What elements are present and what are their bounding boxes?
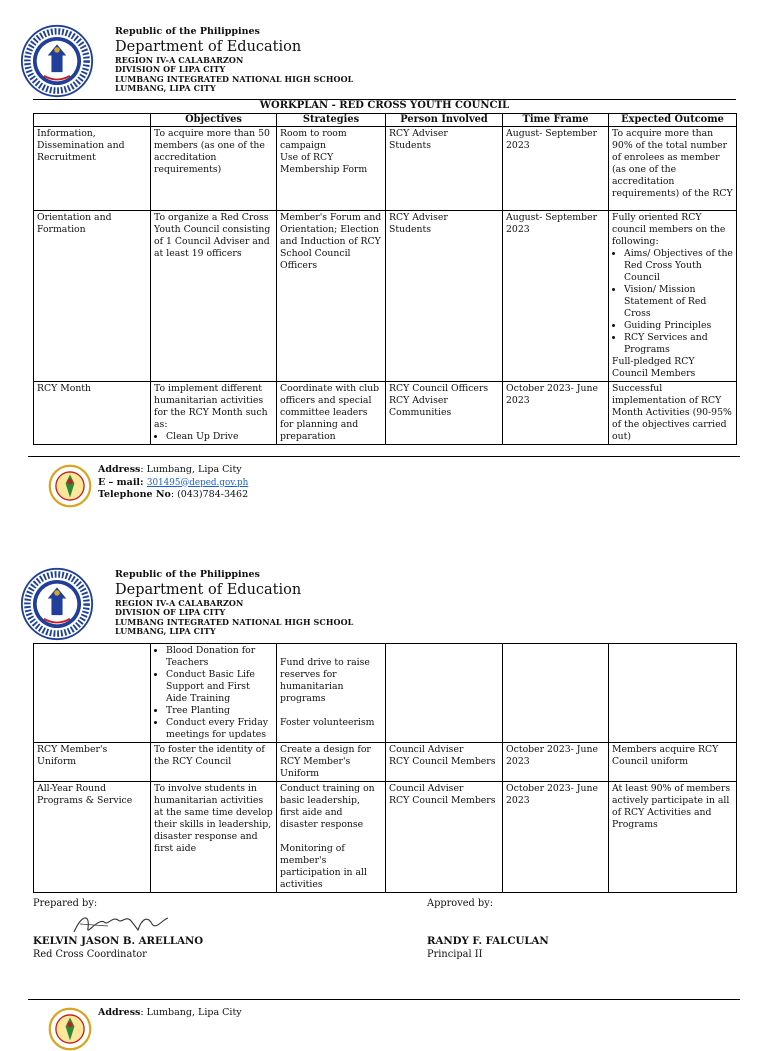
- objectives-list: [154, 431, 273, 443]
- persons-cell: Council Adviser RCY Council Members: [386, 782, 503, 893]
- list-item: • Aims/ Objectives of the Red Cross Youth Council: [624, 248, 733, 284]
- footer-contact: [98, 1007, 242, 1020]
- objectives-cell: To organize a Red Cross Youth Council consisting of 1 Council Adviser and at least 19 officers: [151, 211, 277, 382]
- letterhead: [115, 570, 353, 637]
- approved-by-title: Principal II: [427, 949, 483, 960]
- list-item: • Conduct Basic Life Support and First Aide Training: [166, 669, 273, 705]
- workplan-title: WORKPLAN - RED CROSS YOUTH COUNCIL: [259, 100, 510, 111]
- strategies-cell: Create a design for RCY Member's Uniform: [277, 743, 386, 782]
- objectives-cell: To foster the identity of the RCY Council: [151, 743, 277, 782]
- deped-seal-icon: [20, 24, 94, 98]
- column-header: Strategies: [277, 114, 386, 127]
- phone-label: Telephone No: [98, 489, 171, 500]
- activity-cell: RCY Month: [34, 382, 151, 445]
- outcome-cell: Successful implementation of RCY Month Activities (90-95% of the objectives carried out): [609, 382, 737, 445]
- strategies-cell: Fund drive to raise reserves for humanitarian programs Foster volunteerism: [277, 644, 386, 743]
- school-address-text: LUMBANG, LIPA CITY: [115, 626, 216, 637]
- objectives-cell: [151, 644, 277, 743]
- list-item: • Tree Planting: [166, 705, 273, 717]
- school-logo-icon: [48, 464, 92, 508]
- objectives-cell: To involve students in humanitarian activities at the same time develop their skills in leadership, disaster response and first aide: [151, 782, 277, 893]
- activity-cell: [34, 644, 151, 743]
- timeframe-cell: August- September 2023: [503, 211, 609, 382]
- address-label: Address: [98, 1007, 141, 1018]
- list-item: • Vision/ Mission Statement of Red Cross: [624, 284, 733, 320]
- persons-cell: RCY Adviser Students: [386, 127, 503, 211]
- department-text: Department of Education: [115, 38, 302, 55]
- strategies-cell: Conduct training on basic leadership, first aide and disaster response Monitoring of member's participation in all activities: [277, 782, 386, 893]
- persons-cell: Council Adviser RCY Council Members: [386, 743, 503, 782]
- footer-rule: [28, 999, 740, 1000]
- persons-cell: RCY Council Officers RCY Adviser Communities: [386, 382, 503, 445]
- persons-cell: RCY Adviser Students: [386, 211, 503, 382]
- list-item: • Blood Donation for Teachers: [166, 645, 273, 669]
- persons-cell: [386, 644, 503, 743]
- timeframe-cell: October 2023- June 2023: [503, 382, 609, 445]
- list-item: • Guiding Principles: [624, 320, 733, 332]
- prepared-by-title: Red Cross Coordinator: [33, 949, 147, 960]
- table-row: [34, 127, 737, 211]
- objectives-cell: To acquire more than 50 members (as one of the accreditation requirements): [151, 127, 277, 211]
- prepared-by-name: KELVIN JASON B. ARELLANO: [33, 935, 204, 947]
- table-row: [34, 743, 737, 782]
- outcome-cell: [609, 644, 737, 743]
- department-text: Department of Education: [115, 581, 302, 598]
- table-row: [34, 644, 737, 743]
- strategies-cell: Coordinate with club officers and special committee leaders for planning and preparation: [277, 382, 386, 445]
- email-link[interactable]: 301495@deped.gov.ph: [146, 477, 249, 488]
- school-text: LUMBANG INTEGRATED NATIONAL HIGH SCHOOL: [115, 616, 354, 627]
- address-value: : Lumbang, Lipa City: [140, 1007, 242, 1018]
- approved-by-name: RANDY F. FALCULAN: [427, 935, 549, 947]
- timeframe-cell: October 2023- June 2023: [503, 782, 609, 893]
- approved-by-block: [427, 935, 549, 961]
- deped-seal-icon: [20, 567, 94, 641]
- footer-contact: Address: Lumbang, Lipa City E – mail: 301495@deped.gov.ph Telephone No: (043)784-3462: [98, 464, 249, 500]
- workplan-table-page1: [33, 113, 737, 445]
- email-label: E – mail: [98, 476, 141, 488]
- table-row: [34, 782, 737, 893]
- strategies-cell: Member's Forum and Orientation; Election and Induction of RCY School Council Officers: [277, 211, 386, 382]
- outcome-list: [612, 248, 733, 356]
- outcome-cell: At least 90% of members actively participate in all of RCY Activities and Programs: [609, 782, 737, 893]
- activity-cell: Information, Dissemination and Recruitment: [34, 127, 151, 211]
- table-row: [34, 211, 737, 382]
- prepared-by-block: [33, 935, 203, 961]
- outcome-cell: Fully oriented RCY council members on the following: • Aims/ Objectives of the Red Cross Youth Council • Vision/ Mission Statement of Red Cross • Guiding Principles • RCY Services and Programs Full-pledged RCY Council Members: [609, 211, 737, 382]
- outcome-cell: Members acquire RCY Council uniform: [609, 743, 737, 782]
- address-value: : Lumbang, Lipa City: [140, 464, 242, 475]
- timeframe-cell: October 2023- June 2023: [503, 743, 609, 782]
- timeframe-cell: [503, 644, 609, 743]
- activity-cell: Orientation and Formation: [34, 211, 151, 382]
- footer-rule: [28, 456, 740, 457]
- list-item: • RCY Services and Programs: [624, 332, 733, 356]
- prepared-by-label: Prepared by:: [33, 898, 98, 909]
- activity-cell: All-Year Round Programs & Service: [34, 782, 151, 893]
- phone-value: : (043)784-3462: [170, 489, 249, 500]
- list-item: • Conduct every Friday meetings for updates: [166, 717, 273, 741]
- column-header: Time Frame: [503, 114, 609, 127]
- timeframe-cell: August- September 2023: [503, 127, 609, 211]
- approved-by-label: Approved by:: [427, 898, 494, 909]
- workplan-table-page2: [33, 643, 737, 893]
- school-logo-icon: [48, 1007, 92, 1051]
- column-header: [34, 114, 151, 127]
- objectives-list: [154, 645, 273, 741]
- division-text: DIVISION OF LIPA CITY: [115, 64, 226, 75]
- column-header: Expected Outcome: [609, 114, 737, 127]
- strategies-cell: Room to room campaign Use of RCY Membership Form: [277, 127, 386, 211]
- letterhead: [115, 27, 353, 94]
- republic-text: Republic of the Philippines: [115, 569, 260, 580]
- list-item: • Clean Up Drive: [166, 431, 273, 443]
- table-row: [34, 382, 737, 445]
- region-text: REGION IV-A CALABARZON: [115, 598, 244, 608]
- region-text: REGION IV-A CALABARZON: [115, 55, 244, 65]
- objectives-cell: To implement different humanitarian activities for the RCY Month such as: • Clean Up Drive: [151, 382, 277, 445]
- division-text: DIVISION OF LIPA CITY: [115, 607, 226, 618]
- column-header: Person Involved: [386, 114, 503, 127]
- table-header-row: [34, 114, 737, 127]
- outcome-cell: To acquire more than 90% of the total number of enrolees as member (as one of the accreditation requirements) of the RCY: [609, 127, 737, 211]
- activity-cell: RCY Member's Uniform: [34, 743, 151, 782]
- school-text: LUMBANG INTEGRATED NATIONAL HIGH SCHOOL: [115, 73, 354, 84]
- column-header: Objectives: [151, 114, 277, 127]
- address-label: Address: [98, 464, 141, 475]
- signature-icon: [68, 910, 172, 938]
- republic-text: Republic of the Philippines: [115, 26, 260, 37]
- school-address-text: LUMBANG, LIPA CITY: [115, 83, 216, 94]
